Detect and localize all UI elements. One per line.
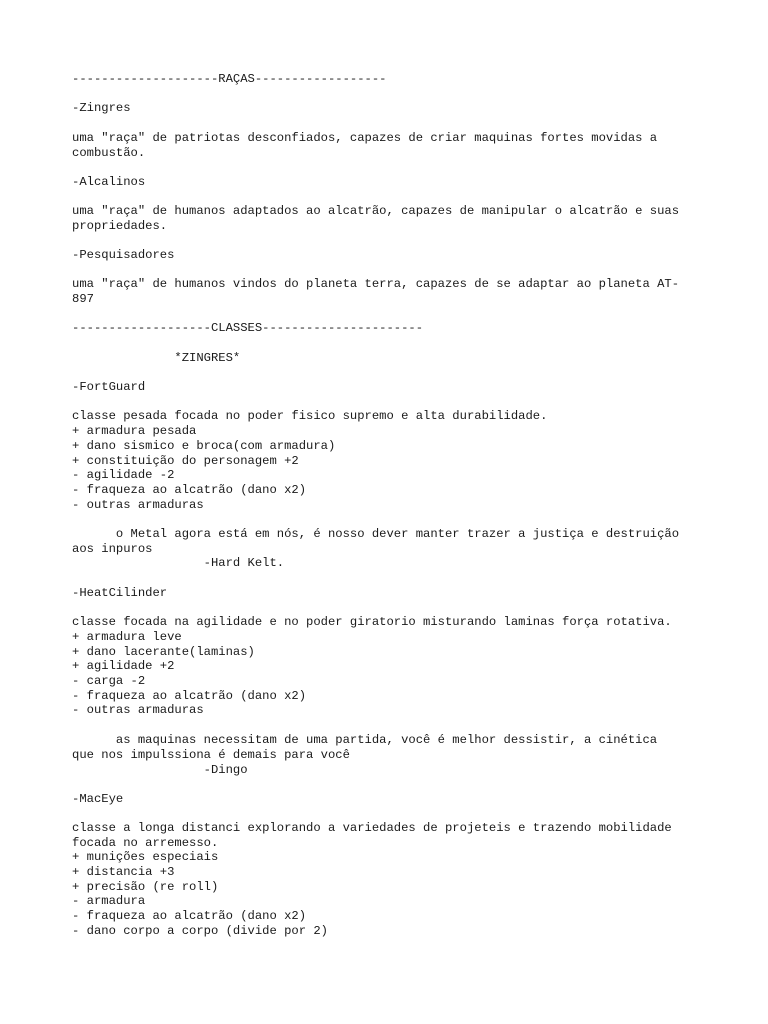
class-maceye-stat: - fraqueza ao alcatrão (dano x2) (72, 909, 307, 923)
class-maceye-description-line-2: focada no arremesso. (72, 836, 219, 850)
race-zingres-heading: -Zingres (72, 101, 131, 115)
class-heatcilinder-stat: - fraqueza ao alcatrão (dano x2) (72, 689, 307, 703)
class-heatcilinder-description: classe focada na agilidade e no poder giratorio misturando laminas força rotativa. (72, 615, 672, 629)
class-fortguard-stat: + constituição do personagem +2 (72, 454, 299, 468)
class-heatcilinder-stat: - outras armaduras (72, 703, 204, 717)
class-heatcilinder-stat: + armadura leve (72, 630, 182, 644)
class-fortguard-stat: + armadura pesada (72, 424, 197, 438)
classes-section-heading: -------------------CLASSES---------------------- (72, 321, 424, 335)
race-pesquisadores-description-line-1: uma "raça" de humanos vindos do planeta terra, capazes de se adaptar ao planeta AT- (72, 277, 680, 291)
class-heatcilinder-stat: + agilidade +2 (72, 659, 175, 673)
race-alcalinos-description-line-1: uma "raça" de humanos adaptados ao alcatrão, capazes de manipular o alcatrão e suas (72, 204, 680, 218)
race-zingres-description-line-2: combustão. (72, 146, 146, 160)
class-heatcilinder-quote-line-2: que nos impulssiona é demais para você (72, 748, 350, 762)
class-maceye-description-line-1: classe a longa distanci explorando a variedades de projeteis e trazendo mobilidade (72, 821, 672, 835)
class-heatcilinder-quote-author: -Dingo (72, 763, 248, 777)
class-heatcilinder-quote-line-1: as maquinas necessitam de uma partida, você é melhor dessistir, a cinética (72, 733, 658, 747)
race-pesquisadores-description-line-2: 897 (72, 292, 94, 306)
class-fortguard-heading: -FortGuard (72, 380, 146, 394)
race-alcalinos-heading: -Alcalinos (72, 175, 146, 189)
class-fortguard-stat: - fraqueza ao alcatrão (dano x2) (72, 483, 307, 497)
zingres-subheading: *ZINGRES* (72, 351, 241, 365)
class-maceye-heading: -MacEye (72, 792, 124, 806)
class-fortguard-quote-author: -Hard Kelt. (72, 556, 285, 570)
races-section-heading: --------------------RAÇAS------------------ (72, 72, 387, 86)
class-maceye-stat: - dano corpo a corpo (divide por 2) (72, 924, 328, 938)
race-alcalinos-description-line-2: propriedades. (72, 219, 168, 233)
class-fortguard-description: classe pesada focada no poder fisico supremo e alta durabilidade. (72, 409, 548, 423)
race-pesquisadores-heading: -Pesquisadores (72, 248, 175, 262)
class-fortguard-stat: + dano sismico e broca(com armadura) (72, 439, 336, 453)
class-fortguard-stat: - outras armaduras (72, 498, 204, 512)
class-fortguard-quote-line-2: aos inpuros (72, 542, 153, 556)
class-maceye-stat: + distancia +3 (72, 865, 175, 879)
class-heatcilinder-stat: + dano lacerante(laminas) (72, 645, 255, 659)
class-fortguard-quote-line-1: o Metal agora está em nós, é nosso dever manter trazer a justiça e destruição (72, 527, 680, 541)
class-fortguard-stat: - agilidade -2 (72, 468, 175, 482)
class-maceye-stat: - armadura (72, 894, 146, 908)
class-heatcilinder-stat: - carga -2 (72, 674, 146, 688)
class-maceye-stat: + precisão (re roll) (72, 880, 219, 894)
race-zingres-description-line-1: uma "raça" de patriotas desconfiados, capazes de criar maquinas fortes movidas a (72, 131, 658, 145)
class-maceye-stat: + munições especiais (72, 850, 219, 864)
class-heatcilinder-heading: -HeatCilinder (72, 586, 168, 600)
